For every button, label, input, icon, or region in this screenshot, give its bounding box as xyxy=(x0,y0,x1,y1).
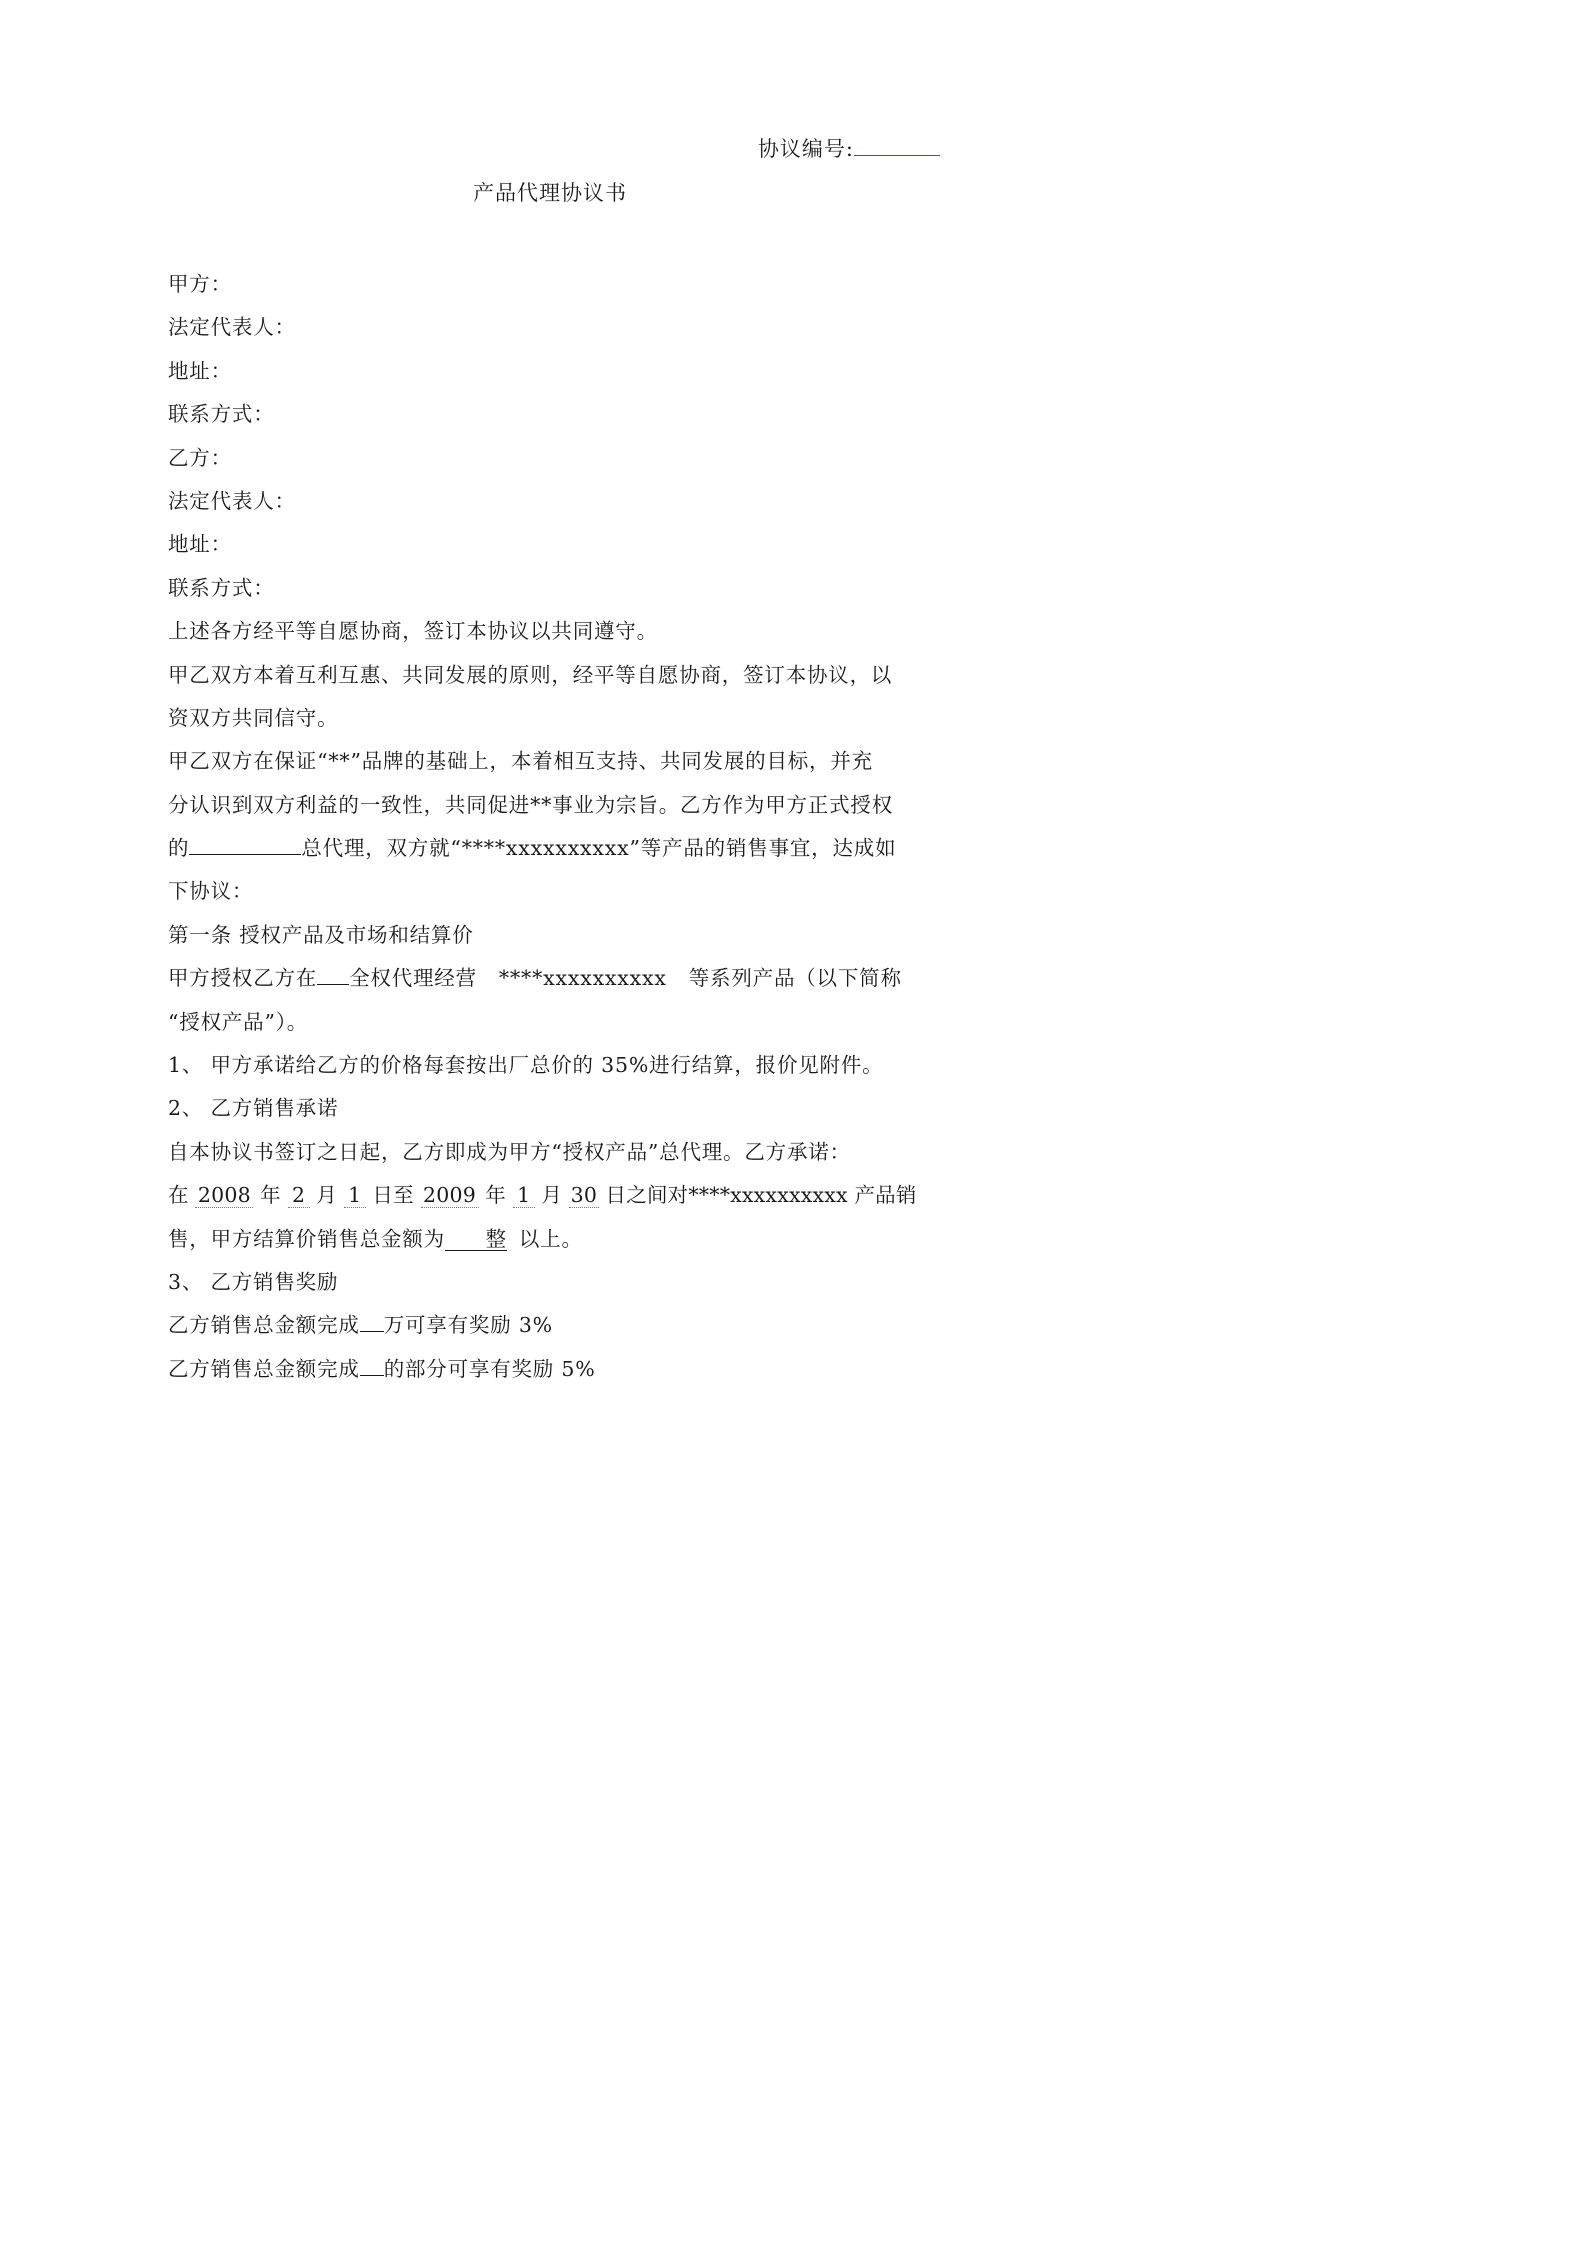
end-year[interactable]: 2009 xyxy=(421,1184,479,1208)
item-1: 1、 甲方承诺给乙方的价格每套按出厂总价的 35%进行结算，报价见附件。 xyxy=(168,1053,884,1078)
paragraph-2-line-2: 资双方共同信守。 xyxy=(168,705,339,730)
item-3-text-d: 的部分可享有奖励 5% xyxy=(383,1356,596,1381)
paragraph-3-text-b: 总代理，双方就“****xxxxxxxxxx”等产品的销售事宜，达成如 xyxy=(301,836,897,861)
item-2-heading: 2、 乙方销售承诺 xyxy=(168,1096,339,1121)
article-1-text-a: 甲方授权乙方在 xyxy=(168,966,318,991)
document-page xyxy=(0,0,1100,1556)
party-b-rep: 法定代表人： xyxy=(168,488,296,513)
agent-region-blank[interactable] xyxy=(189,836,301,855)
item-3-line-1 xyxy=(168,1304,930,1347)
agreement-number-label: 协议编号: xyxy=(757,137,854,161)
reward-threshold-1-blank[interactable] xyxy=(360,1313,384,1332)
paragraph-2-line-1: 甲乙双方本着互利互惠、共同发展的原则，经平等自愿协商，签订本协议，以 xyxy=(168,662,893,687)
total-amount-blank[interactable]: 整 xyxy=(445,1228,507,1252)
reward-threshold-2-blank[interactable] xyxy=(360,1357,384,1376)
paragraph-3-line-3 xyxy=(168,827,930,870)
agreement-number-blank[interactable] xyxy=(854,137,940,156)
item-2-line-1: 自本协议书签订之日起，乙方即成为甲方“授权产品”总代理。乙方承诺： xyxy=(168,1139,851,1164)
item-2-line-2 xyxy=(168,1174,930,1217)
article-1-heading: 第一条 授权产品及市场和结算价 xyxy=(168,922,474,947)
start-day[interactable]: 1 xyxy=(344,1184,366,1208)
end-day[interactable]: 30 xyxy=(570,1183,598,1208)
agreement-number xyxy=(758,133,940,163)
text-year-2: 年 xyxy=(485,1183,506,1208)
text-month-2: 月 xyxy=(541,1183,563,1208)
party-a-label: 甲方： xyxy=(168,272,232,296)
market-region-blank[interactable] xyxy=(317,966,349,985)
party-a-contact: 联系方式： xyxy=(168,402,275,427)
text-month: 月 xyxy=(316,1183,337,1208)
paragraph-3-line-1: 甲乙双方在保证“**”品牌的基础上，本着相互支持、共同发展的目标，并充 xyxy=(168,749,873,774)
item-3-text-b: 万可享有奖励 3% xyxy=(383,1313,553,1338)
text-zai: 在 xyxy=(168,1183,189,1208)
article-1-line-1 xyxy=(168,957,930,1000)
article-1-product: ****xxxxxxxxxx xyxy=(498,966,667,991)
paragraph-3-line-2: 分认识到双方利益的一致性，共同促进**事业为宗旨。乙方作为甲方正式授权 xyxy=(168,792,893,817)
party-a-rep: 法定代表人： xyxy=(168,315,296,340)
item-2-text-c: 以上。 xyxy=(518,1226,583,1251)
party-b-address: 地址： xyxy=(168,532,232,557)
end-month[interactable]: 1 xyxy=(513,1184,535,1208)
start-year[interactable]: 2008 xyxy=(195,1184,253,1208)
start-month[interactable]: 2 xyxy=(288,1184,310,1208)
item-2-text-a: 售，甲方结算价销售总金额为 xyxy=(168,1226,445,1251)
party-b-label: 乙方： xyxy=(168,445,232,470)
item-3-text-a: 乙方销售总金额完成 xyxy=(168,1313,360,1338)
item-3-line-2 xyxy=(168,1348,930,1391)
document-title: 产品代理协议书 xyxy=(473,181,627,205)
paragraph-3-line-4: 下协议： xyxy=(168,879,254,904)
party-a-address: 地址： xyxy=(168,358,232,383)
party-b-contact: 联系方式： xyxy=(168,575,275,600)
text-year: 年 xyxy=(260,1183,281,1208)
item-3-heading: 3、 乙方销售奖励 xyxy=(168,1269,339,1294)
item-3-text-c: 乙方销售总金额完成 xyxy=(168,1356,360,1381)
item-2-line-3 xyxy=(168,1218,930,1261)
text-period-product: 日之间对****xxxxxxxxxx 产品销 xyxy=(605,1183,917,1208)
article-1-text-d: 等系列产品（以下简称 xyxy=(688,966,902,991)
paragraph-1: 上述各方经平等自愿协商，签订本协议以共同遵守。 xyxy=(168,619,658,644)
document-body xyxy=(168,263,930,1391)
article-1-text-b: 全权代理经营 xyxy=(349,966,477,991)
paragraph-3-text-a: 的 xyxy=(168,836,190,861)
text-until: 日至 xyxy=(372,1183,414,1208)
article-1-line-2: “授权产品”）。 xyxy=(168,1009,309,1034)
